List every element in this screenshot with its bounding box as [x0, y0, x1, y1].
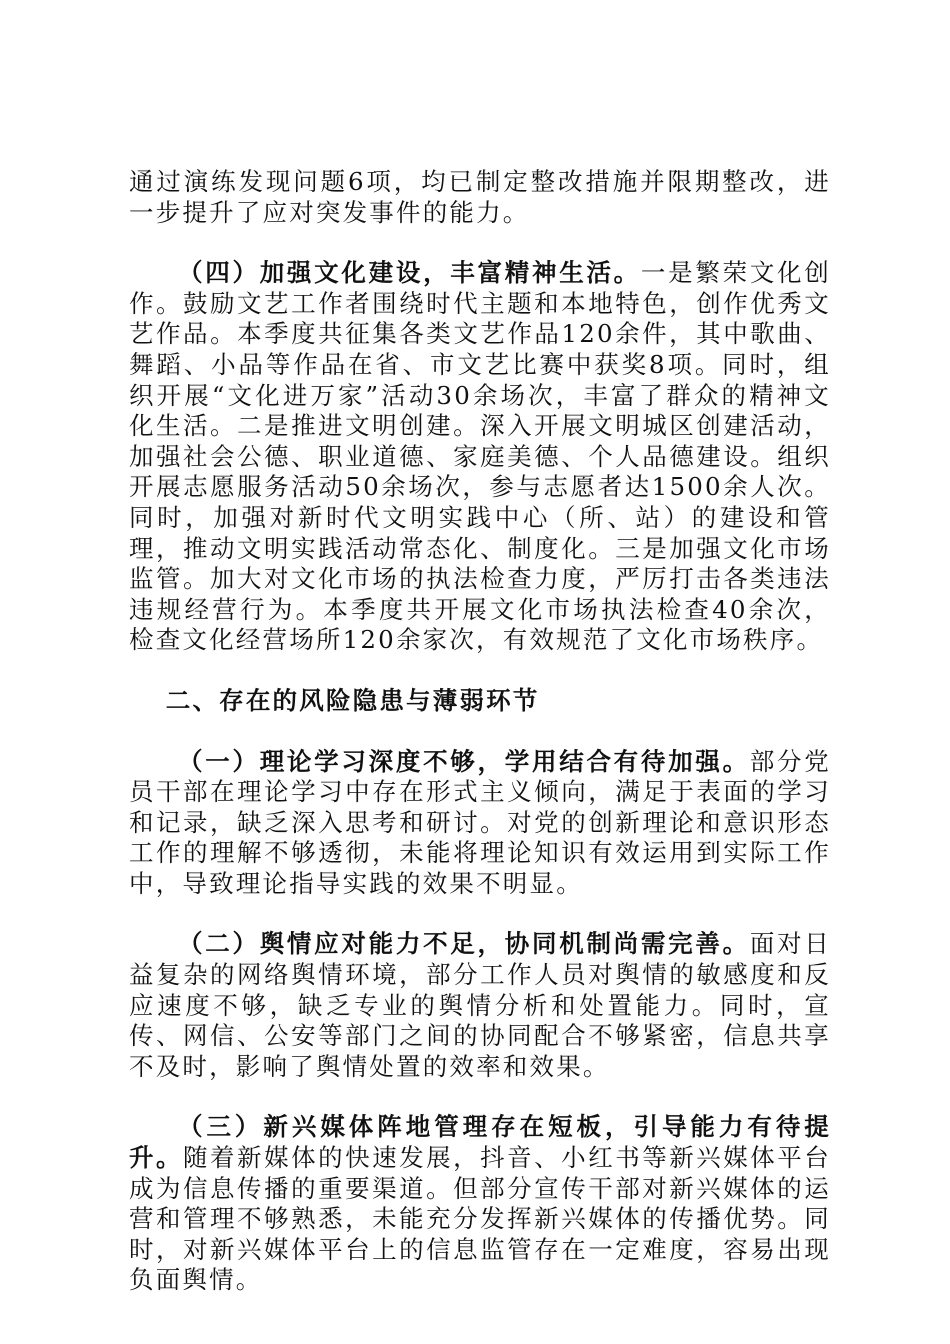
paragraph-lead-heading: （二）舆情应对能力不足，协同机制尚需完善。 — [178, 929, 750, 959]
paragraph-lead-heading: （三）新兴媒体阵地管理存在短板，引导能力有待提升。 — [129, 1112, 831, 1173]
paragraph-text: 面对日益复杂的网络舆情环境，部分工作人员对舆情的敏感度和反应速度不够，缺乏专业的舆情分析和处置能力。同时，宣传、网信、公安等部门之间的协同配合不够紧密，信息共享不及时，影响了舆情处置的效率和效果。 — [129, 929, 831, 1081]
paragraph-drill-summary — [129, 167, 831, 228]
paragraph-text: 一是繁荣文化创作。鼓励文艺工作者围绕时代主题和本地特色，创作优秀文艺作品。本季度共征集各类文艺作品120余件，其中歌曲、舞蹈、小品等作品在省、市文艺比赛中获奖8项。同时，组织开展“文化进万家”活动30余场次，丰富了群众的精神文化生活。二是推进文明创建。深入开展文明城区创建活动，加强社会公德、职业道德、家庭美德、个人品德建设。组织开展志愿服务活动50余场次，参与志愿者达1500余人次。同时，加强对新时代文明实践中心（所、站）的建设和管理，推动文明实践活动常态化、制度化。三是加强文化市场监管。加大对文化市场的执法检查力度，严厉打击各类违法违规经营行为。本季度共开展文化市场执法检查40余次，检查文化经营场所120余家次，有效规范了文化市场秩序。 — [129, 258, 831, 655]
document-body — [129, 167, 831, 1326]
paragraph-lead-heading: （四）加强文化建设，丰富精神生活。 — [178, 258, 641, 288]
paragraph-culture-building — [129, 258, 831, 656]
paragraph-theory-study — [129, 747, 831, 900]
paragraph-text: 部分党员干部在理论学习中存在形式主义倾向，满足于表面的学习和记录，缺乏深入思考和研讨。对党的创新理论和意识形态工作的理解不够透彻，未能将理论知识有效运用到实际工作中，导致理论指导实践的效果不明显。 — [129, 746, 831, 898]
paragraph-new-media — [129, 1112, 831, 1296]
paragraph-public-opinion — [129, 929, 831, 1082]
section-heading: 二、存在的风险隐患与薄弱环节 — [165, 685, 540, 715]
paragraph-lead-heading: （一）理论学习深度不够，学用结合有待加强。 — [178, 746, 750, 776]
paragraph-text: 通过演练发现问题6项，均已制定整改措施并限期整改，进一步提升了应对突发事件的能力。 — [129, 167, 831, 227]
paragraph-text: 随着新媒体的快速发展，抖音、小红书等新兴媒体平台成为信息传播的重要渠道。但部分宣传干部对新兴媒体的运营和管理不够熟悉，未能充分发挥新兴媒体的传播优势。同时，对新兴媒体平台上的信息监管存在一定难度，容易出现负面舆情。 — [129, 1143, 831, 1295]
